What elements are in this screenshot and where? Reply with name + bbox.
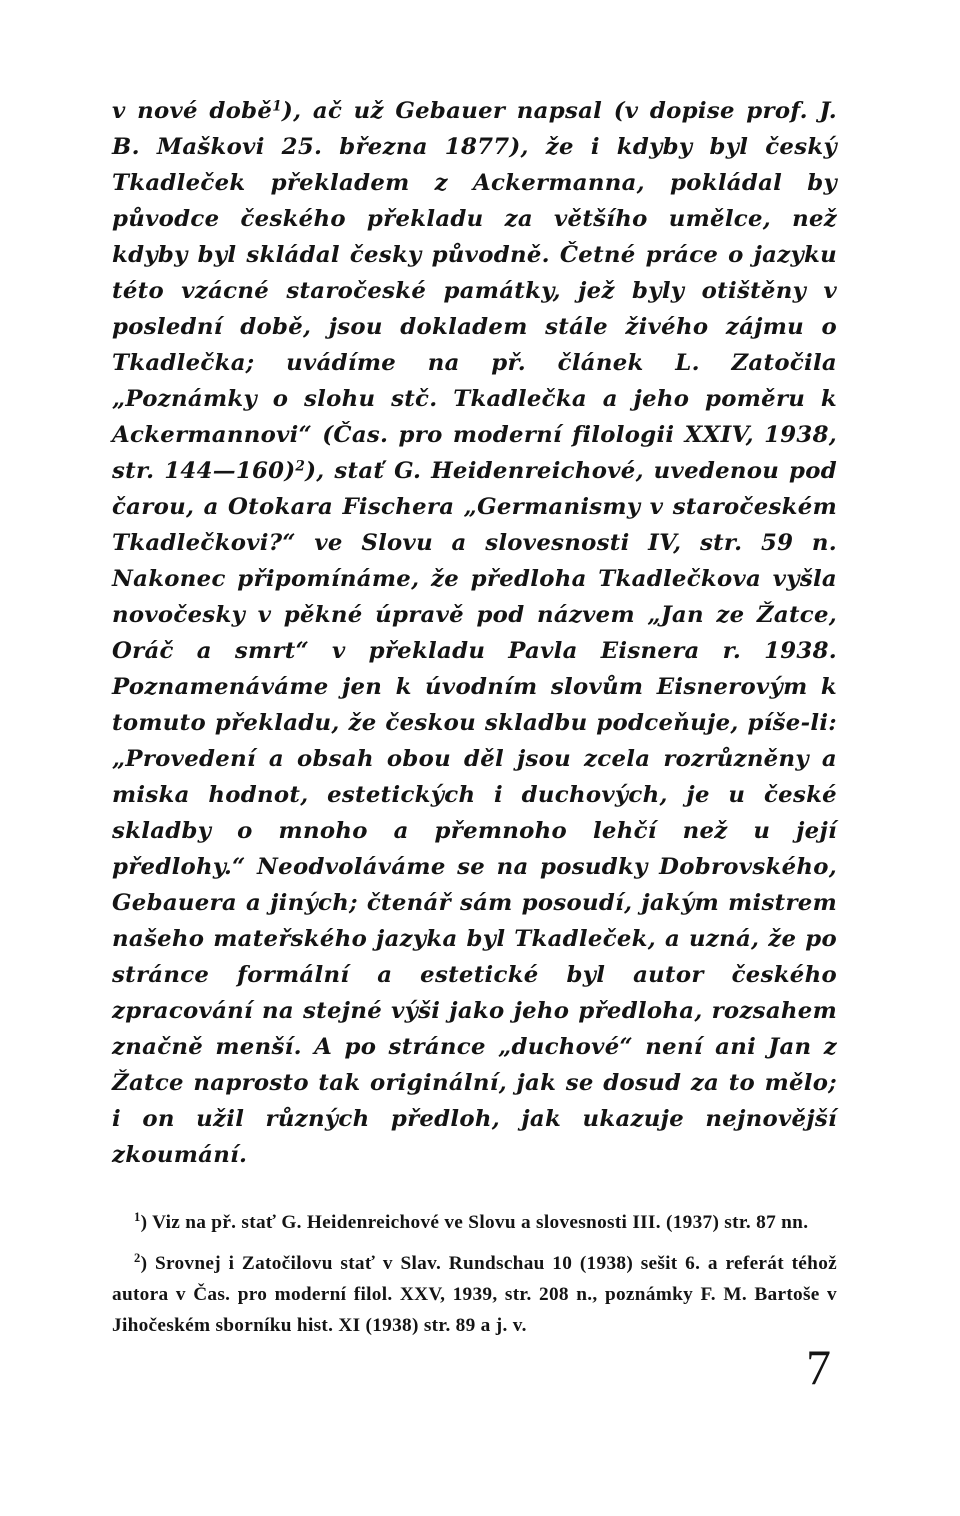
body-text-part-1: v nové době [112, 98, 273, 124]
footnote-reference-2: 2 [295, 458, 306, 475]
footnotes [112, 1207, 837, 1341]
footnote-1-marker: 1 [134, 1210, 141, 1225]
footnote-2 [112, 1248, 837, 1341]
body-text-part-3: ), stať G. Heidenreichové, uvedenou pod čarou, a Otokara Fischera „Germanismy v staročeském Tkadlečkovi?“ ve Slovu a slovesnosti IV, str. 59 n. Nakonec připomínáme, že předloha Tkadlečkova vyšla novočesky v pěkné úpravě pod názvem „Jan ze Žatce, Oráč a smrt“ v překladu Pavla Eisnera r. 1938. Poznamenáváme jen k úvodním slovům Eisnerovým k tomuto překladu, že českou skladbu podceňuje, píše-li: „Provedení a obsah obou děl jsou zcela rozrůzněny a miska hodnot, estetických i duchových, je u české skladby o mnoho a přemnoho lehčí než u její předlohy.“ Neodvoláváme se na posudky Dobrovského, Gebauera a jiných; čtenář sám posoudí, jakým mistrem našeho mateřského jazyka byl Tkadleček, a uzná, že po stránce formální a estetické byl autor českého zpracování na stejné výši jako jeho předloha, rozsahem značně menší. A po stránce „duchové“ není ani Jan z Žatce naprosto tak originální, jak se dosud za to mělo; i on užil různých předloh, jak ukazuje nejnovější zkoumání. [112, 458, 837, 1168]
footnote-2-text: ) Srovnej i Zatočilovu stať v Slav. Rundschau 10 (1938) sešit 6. a referát téhož autora v Čas. pro moderní filol. XXV, 1939, str. 208 n., poznámky F. M. Bartoše v Jihočeském sborníku hist. XI (1938) str. 89 a j. v. [112, 1253, 837, 1336]
body-paragraph [112, 93, 837, 1173]
footnote-2-marker: 2 [134, 1251, 141, 1266]
footnote-1 [112, 1207, 837, 1238]
page-number: 7 [806, 1339, 831, 1395]
body-text-part-2: ), ač už Gebauer napsal (v dopise prof. J. B. Maškovi 25. března 1877), že i kdyby byl český Tkadleček překladem z Ackermanna, pokládal by původce českého překladu za většího umělce, než kdyby byl skládal česky původně. Četné práce o jazyku této vzácné staročeské památky, jež byly otištěny v poslední době, jsou dokladem stále živého zájmu o Tkadlečka; uvádíme na př. článek L. Zatočila „Poznámky o slohu stč. Tkadlečka a jeho poměru k Ackermannovi“ (Čas. pro moderní filologii XXIV, 1938, str. 144—160) [112, 98, 838, 484]
page-content [112, 93, 837, 1351]
footnote-1-text: ) Viz na př. stať G. Heidenreichové ve Slovu a slovesnosti III. (1937) str. 87 nn. [140, 1212, 809, 1233]
footnote-reference-1: 1 [272, 98, 282, 115]
